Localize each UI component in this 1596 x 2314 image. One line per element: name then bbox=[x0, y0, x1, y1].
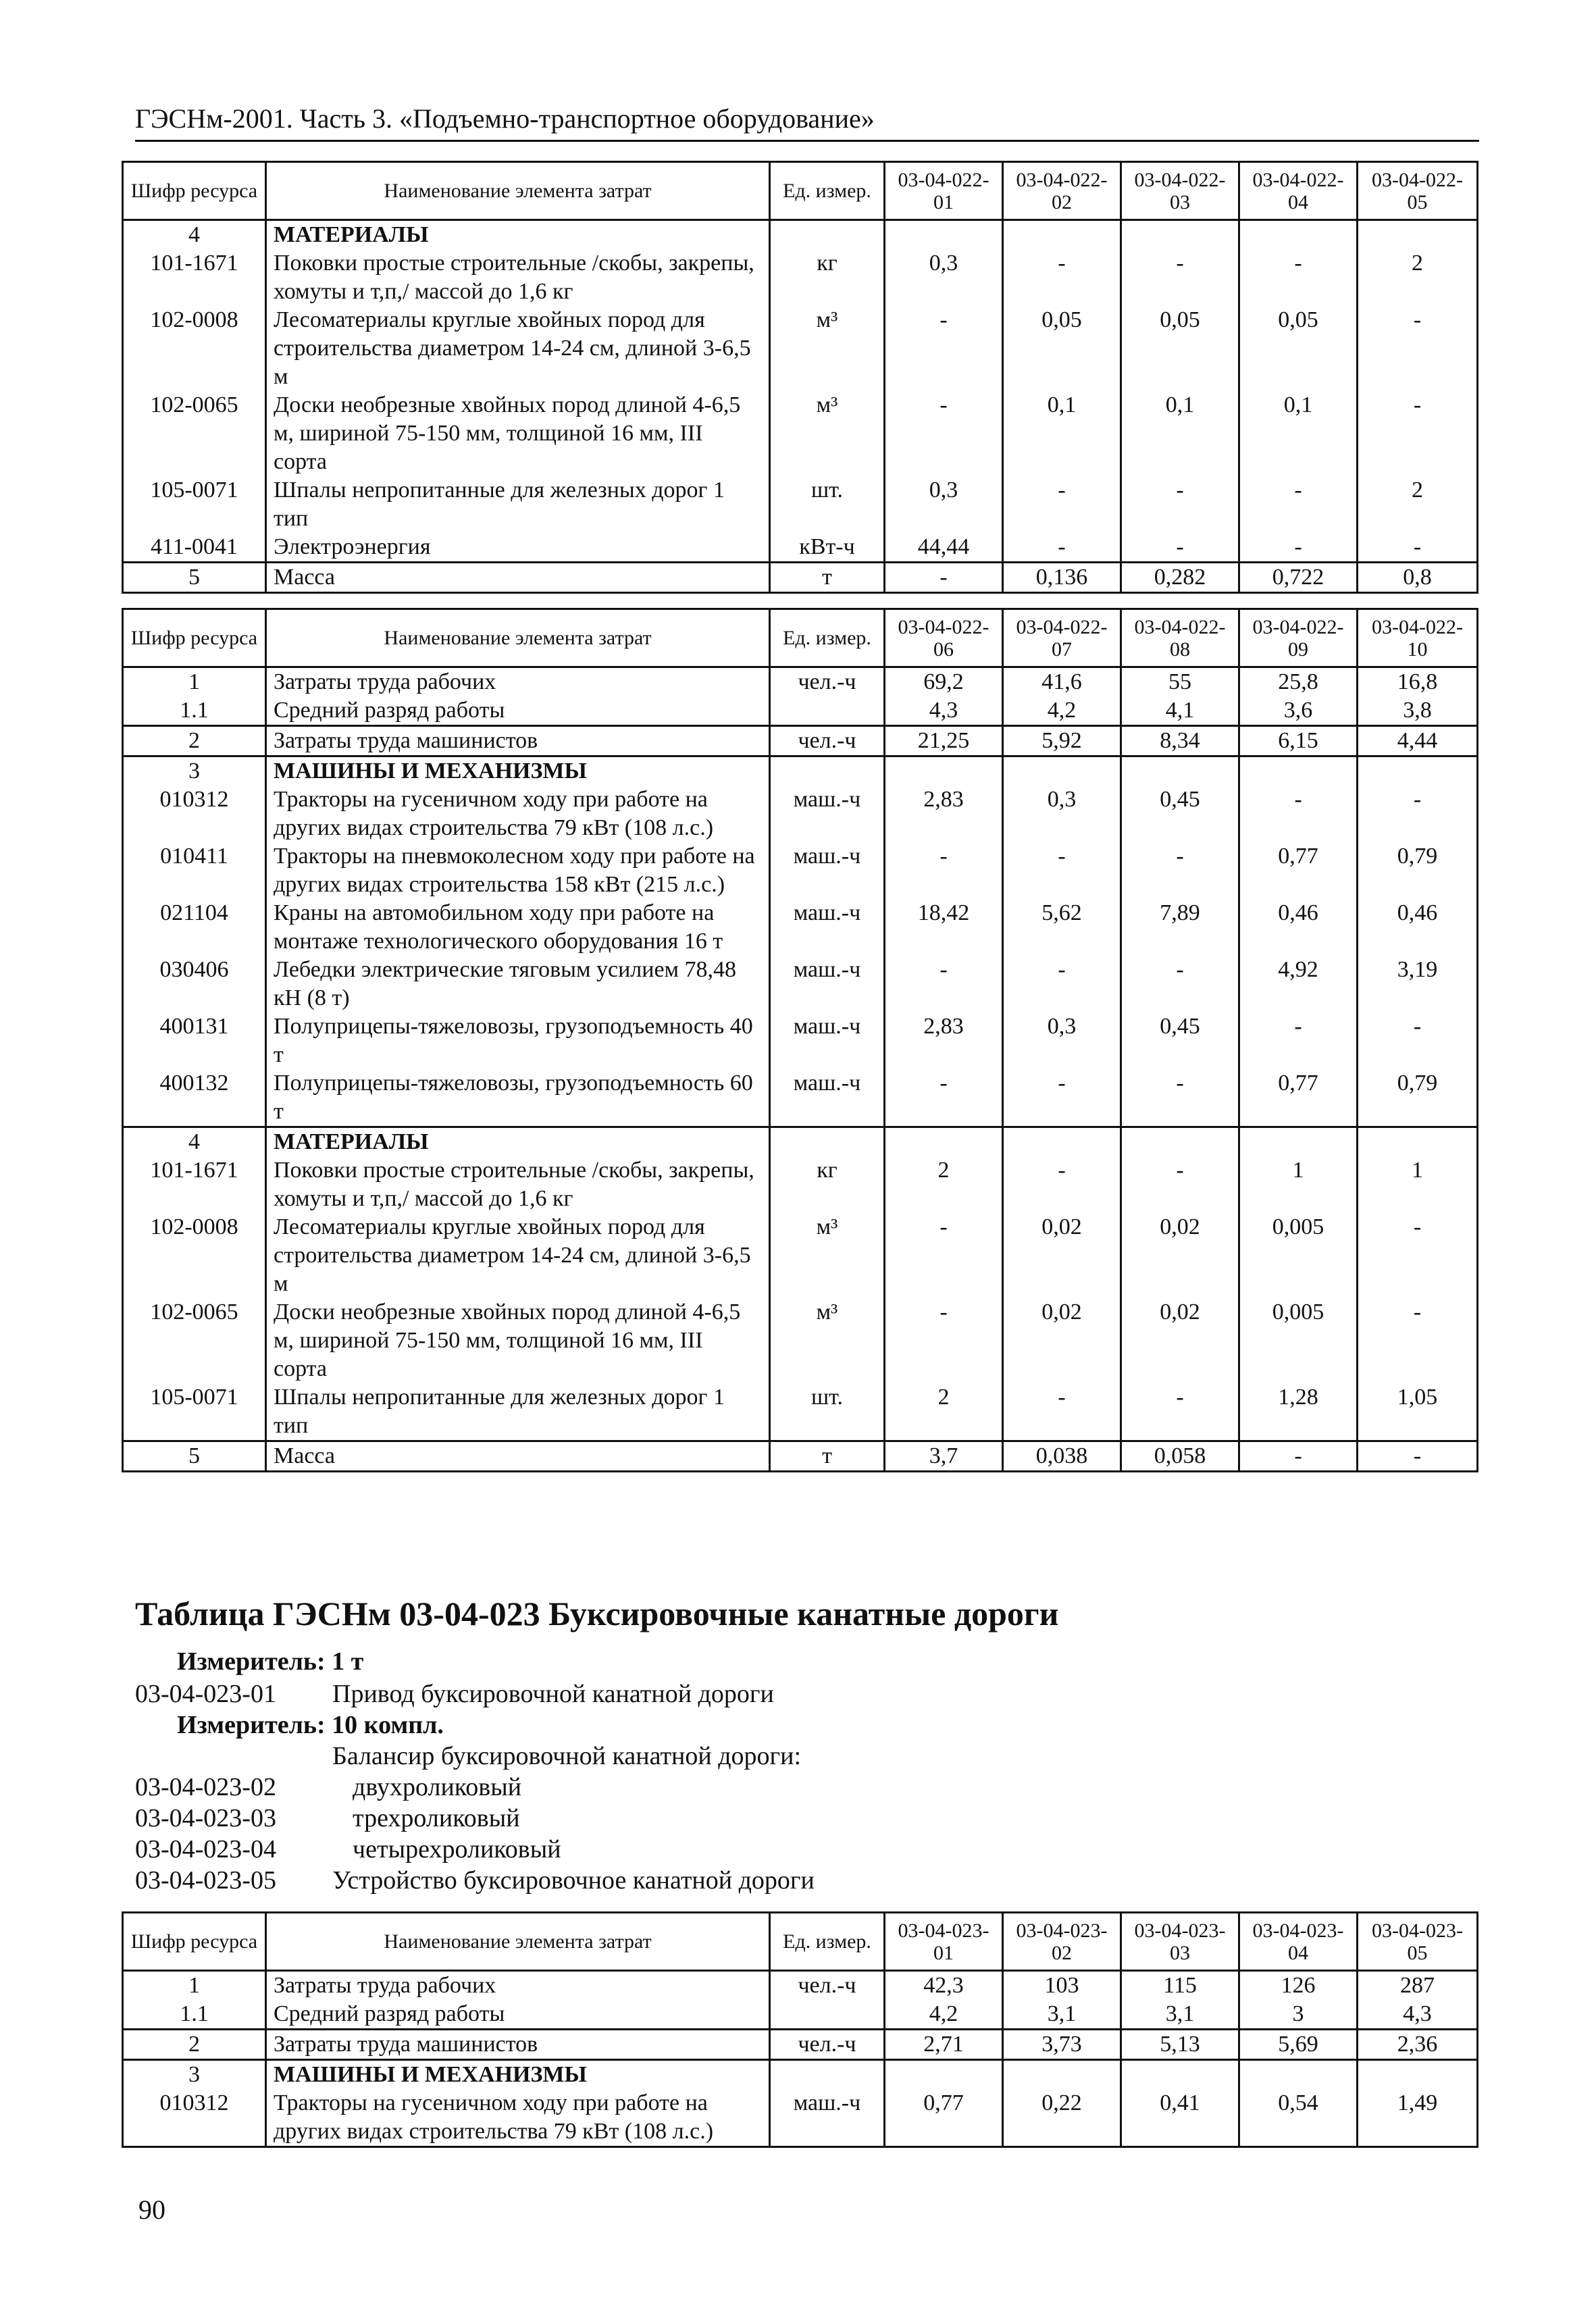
resource-code: 101-1671 bbox=[123, 249, 266, 306]
unit-cell: кВт-ч bbox=[770, 533, 885, 563]
value-cell: 5,62 bbox=[1003, 899, 1121, 956]
resource-name: Полуприцепы-тяжеловозы, грузоподъемность 60 т bbox=[266, 1069, 770, 1127]
value-cell: - bbox=[1003, 533, 1121, 563]
item-code: 03-04-023-04 bbox=[135, 1835, 276, 1863]
unit-cell bbox=[770, 2060, 885, 2090]
table-row bbox=[123, 249, 1478, 306]
resource-code: 105-0071 bbox=[123, 476, 266, 533]
table-row bbox=[123, 696, 1478, 726]
value-cell bbox=[1121, 756, 1239, 786]
value-cell bbox=[885, 220, 1003, 250]
table-row bbox=[123, 1971, 1478, 2001]
header-column-code: 03-04-023-04 bbox=[1239, 1913, 1358, 1971]
value-cell: - bbox=[885, 1298, 1003, 1383]
unit-cell bbox=[770, 756, 885, 786]
value-cell: - bbox=[885, 842, 1003, 899]
unit-cell: т bbox=[770, 563, 885, 593]
value-cell: 4,2 bbox=[1003, 696, 1121, 726]
item-code: 03-04-023-03 bbox=[135, 1804, 276, 1832]
value-cell: - bbox=[1121, 956, 1239, 1012]
resource-name: Полуприцепы-тяжеловозы, грузоподъемность 40 т bbox=[266, 1012, 770, 1069]
value-cell: 44,44 bbox=[885, 533, 1003, 563]
value-cell: 0,1 bbox=[1003, 391, 1121, 476]
value-cell bbox=[1239, 1127, 1358, 1157]
value-cell: 0,3 bbox=[1003, 1012, 1121, 1069]
table-title: Таблица ГЭСНм 03-04-023 Буксировочные канатные дороги bbox=[135, 1595, 1059, 1632]
unit-cell: м³ bbox=[770, 391, 885, 476]
value-cell: 4,92 bbox=[1239, 956, 1358, 1012]
resource-code: 010312 bbox=[123, 2089, 266, 2147]
value-cell: 3 bbox=[1239, 2000, 1358, 2030]
header-row bbox=[123, 162, 1478, 220]
value-cell: 0,02 bbox=[1003, 1298, 1121, 1383]
header-column-code: 03-04-023-01 bbox=[885, 1913, 1003, 1971]
value-cell: 0,54 bbox=[1239, 2089, 1358, 2147]
resource-name: Доски необрезные хвойных пород длиной 4-6,5 м, шириной 75-150 мм, толщиной 16 мм, III сорта bbox=[266, 1298, 770, 1383]
resource-code: 102-0008 bbox=[123, 306, 266, 391]
value-cell: - bbox=[1239, 786, 1358, 842]
value-cell: 2,83 bbox=[885, 786, 1003, 842]
value-cell: 0,3 bbox=[885, 249, 1003, 306]
section-title: МАШИНЫ И МЕХАНИЗМЫ bbox=[266, 2060, 770, 2090]
resource-name: Шпалы непропитанные для железных дорог 1 тип bbox=[266, 1383, 770, 1441]
section-row bbox=[123, 1127, 1478, 1157]
value-cell: 2,36 bbox=[1358, 2030, 1478, 2060]
header-column-code: 03-04-022-05 bbox=[1358, 162, 1478, 220]
value-cell: 1 bbox=[1239, 1156, 1358, 1213]
item-code: 03-04-023-01 bbox=[135, 1680, 276, 1708]
header-column-code: 03-04-022-08 bbox=[1121, 609, 1239, 667]
table-row bbox=[123, 2030, 1478, 2060]
header-name: Наименование элемента затрат bbox=[266, 1913, 770, 1971]
value-cell: 3,6 bbox=[1239, 696, 1358, 726]
value-cell bbox=[1239, 2060, 1358, 2090]
value-cell bbox=[1239, 756, 1358, 786]
header-column-code: 03-04-023-05 bbox=[1358, 1913, 1478, 1971]
resource-name: Средний разряд работы bbox=[266, 2000, 770, 2030]
value-cell: 3,8 bbox=[1358, 696, 1478, 726]
resource-code: 411-0041 bbox=[123, 533, 266, 563]
value-cell bbox=[1121, 220, 1239, 250]
unit-cell: чел.-ч bbox=[770, 1971, 885, 2001]
section-title: МАШИНЫ И МЕХАНИЗМЫ bbox=[266, 756, 770, 786]
table-row bbox=[123, 899, 1478, 956]
table-row bbox=[123, 726, 1478, 756]
value-cell: - bbox=[1121, 1383, 1239, 1441]
resource-name: Поковки простые строительные /скобы, закрепы, хомуты и т,п,/ массой до 1,6 кг bbox=[266, 249, 770, 306]
resource-code: 3 bbox=[123, 2060, 266, 2090]
header-unit: Ед. измер. bbox=[770, 162, 885, 220]
value-cell: 2 bbox=[885, 1383, 1003, 1441]
table-row bbox=[123, 667, 1478, 697]
resource-table-022-06-10 bbox=[122, 608, 1478, 1472]
table-row bbox=[123, 786, 1478, 842]
value-cell: 42,3 bbox=[885, 1971, 1003, 2001]
value-cell bbox=[1358, 2060, 1478, 2090]
value-cell: 5,13 bbox=[1121, 2030, 1239, 2060]
value-cell: - bbox=[1003, 842, 1121, 899]
item-text: Привод буксировочной канатной дороги bbox=[332, 1680, 774, 1708]
resource-name: Тракторы на гусеничном ходу при работе на других видах строительства 79 кВт (108 л.с.) bbox=[266, 2089, 770, 2147]
value-cell: - bbox=[885, 563, 1003, 593]
item-text: четырехроликовый bbox=[353, 1835, 561, 1863]
header-unit: Ед. измер. bbox=[770, 1913, 885, 1971]
header-column-code: 03-04-023-02 bbox=[1003, 1913, 1121, 1971]
value-cell: 0,038 bbox=[1003, 1441, 1121, 1472]
resource-code: 2 bbox=[123, 726, 266, 756]
value-cell: 3,1 bbox=[1003, 2000, 1121, 2030]
value-cell bbox=[1239, 220, 1358, 250]
resource-code: 1 bbox=[123, 667, 266, 697]
value-cell: 16,8 bbox=[1358, 667, 1478, 697]
value-cell: 0,1 bbox=[1121, 391, 1239, 476]
header-column-code: 03-04-022-06 bbox=[885, 609, 1003, 667]
table-row bbox=[123, 1069, 1478, 1127]
value-cell: 0,45 bbox=[1121, 786, 1239, 842]
running-header: ГЭСНм-2001. Часть 3. «Подъемно-транспортное оборудование» bbox=[135, 103, 1479, 142]
table-row bbox=[123, 306, 1478, 391]
value-cell: - bbox=[1003, 956, 1121, 1012]
section-row bbox=[123, 756, 1478, 786]
resource-name: Лесоматериалы круглые хвойных пород для строительства диаметром 14-24 см, длиной 3-6,5 м bbox=[266, 1213, 770, 1298]
resource-table-023 bbox=[122, 1911, 1478, 2148]
resource-name: Средний разряд работы bbox=[266, 696, 770, 726]
resource-code: 105-0071 bbox=[123, 1383, 266, 1441]
value-cell: 0,722 bbox=[1239, 563, 1358, 593]
unit-cell: шт. bbox=[770, 476, 885, 533]
value-cell: 0,058 bbox=[1121, 1441, 1239, 1472]
value-cell: 55 bbox=[1121, 667, 1239, 697]
table-row bbox=[123, 1441, 1478, 1472]
value-cell: 0,77 bbox=[885, 2089, 1003, 2147]
value-cell: - bbox=[1239, 249, 1358, 306]
value-cell bbox=[885, 1127, 1003, 1157]
resource-code: 010312 bbox=[123, 786, 266, 842]
resource-name: Тракторы на пневмоколесном ходу при работе на других видах строительства 158 кВт (215 л.с.) bbox=[266, 842, 770, 899]
subheading: Балансир буксировочной канатной дороги: bbox=[332, 1742, 802, 1770]
resource-code: 010411 bbox=[123, 842, 266, 899]
unit-cell bbox=[770, 2000, 885, 2030]
unit-cell: т bbox=[770, 1441, 885, 1472]
resource-code: 2 bbox=[123, 2030, 266, 2060]
item-text: Устройство буксировочное канатной дороги bbox=[332, 1866, 815, 1895]
value-cell: 115 bbox=[1121, 1971, 1239, 2001]
value-cell: 0,79 bbox=[1358, 1069, 1478, 1127]
table-row bbox=[123, 2000, 1478, 2030]
value-cell: - bbox=[1239, 476, 1358, 533]
unit-cell: м³ bbox=[770, 1213, 885, 1298]
value-cell: - bbox=[1358, 391, 1478, 476]
value-cell: - bbox=[885, 1213, 1003, 1298]
header-unit: Ед. измер. bbox=[770, 609, 885, 667]
value-cell: 0,1 bbox=[1239, 391, 1358, 476]
value-cell: 0,8 bbox=[1358, 563, 1478, 593]
unit-cell: маш.-ч bbox=[770, 956, 885, 1012]
value-cell: 0,05 bbox=[1003, 306, 1121, 391]
unit-cell bbox=[770, 1127, 885, 1157]
value-cell: 0,77 bbox=[1239, 842, 1358, 899]
resource-code: 400131 bbox=[123, 1012, 266, 1069]
value-cell: 41,6 bbox=[1003, 667, 1121, 697]
table-row bbox=[123, 1213, 1478, 1298]
value-cell: 4,3 bbox=[885, 696, 1003, 726]
resource-name: Доски необрезные хвойных пород длиной 4-6,5 м, шириной 75-150 мм, толщиной 16 мм, III сорта bbox=[266, 391, 770, 476]
value-cell: 2 bbox=[1358, 249, 1478, 306]
value-cell: 4,44 bbox=[1358, 726, 1478, 756]
table-row bbox=[123, 1298, 1478, 1383]
value-cell: 8,34 bbox=[1121, 726, 1239, 756]
value-cell: - bbox=[1358, 306, 1478, 391]
resource-code: 4 bbox=[123, 1127, 266, 1157]
header-column-code: 03-04-022-04 bbox=[1239, 162, 1358, 220]
resource-code: 3 bbox=[123, 756, 266, 786]
value-cell bbox=[1003, 2060, 1121, 2090]
value-cell: - bbox=[1358, 1012, 1478, 1069]
value-cell: 25,8 bbox=[1239, 667, 1358, 697]
section-title: МАТЕРИАЛЫ bbox=[266, 220, 770, 250]
value-cell: 0,41 bbox=[1121, 2089, 1239, 2147]
value-cell: 0,05 bbox=[1121, 306, 1239, 391]
value-cell: 7,89 bbox=[1121, 899, 1239, 956]
resource-name: Тракторы на гусеничном ходу при работе на других видах строительства 79 кВт (108 л.с.) bbox=[266, 786, 770, 842]
value-cell: 0,22 bbox=[1003, 2089, 1121, 2147]
header-column-code: 03-04-023-03 bbox=[1121, 1913, 1239, 1971]
value-cell: 3,19 bbox=[1358, 956, 1478, 1012]
value-cell: 0,282 bbox=[1121, 563, 1239, 593]
resource-table-022-01-05 bbox=[122, 161, 1478, 594]
resource-name: Поковки простые строительные /скобы, закрепы, хомуты и т,п,/ массой до 1,6 кг bbox=[266, 1156, 770, 1213]
value-cell: - bbox=[1358, 1441, 1478, 1472]
unit-cell: м³ bbox=[770, 306, 885, 391]
unit-cell: кг bbox=[770, 249, 885, 306]
value-cell: - bbox=[1358, 1213, 1478, 1298]
value-cell: 287 bbox=[1358, 1971, 1478, 2001]
unit-cell bbox=[770, 220, 885, 250]
table-row bbox=[123, 1383, 1478, 1441]
value-cell: - bbox=[1121, 842, 1239, 899]
resource-code: 1.1 bbox=[123, 696, 266, 726]
table-row bbox=[123, 842, 1478, 899]
value-cell: 0,02 bbox=[1003, 1213, 1121, 1298]
resource-code: 5 bbox=[123, 1441, 266, 1472]
value-cell: 21,25 bbox=[885, 726, 1003, 756]
section-row bbox=[123, 2060, 1478, 2090]
resource-code: 5 bbox=[123, 563, 266, 593]
value-cell: 0,3 bbox=[1003, 786, 1121, 842]
value-cell: - bbox=[1239, 1012, 1358, 1069]
header-row bbox=[123, 1913, 1478, 1971]
header-name: Наименование элемента затрат bbox=[266, 162, 770, 220]
value-cell bbox=[1003, 1127, 1121, 1157]
value-cell: 5,69 bbox=[1239, 2030, 1358, 2060]
value-cell: 0,05 bbox=[1239, 306, 1358, 391]
table-row bbox=[123, 2089, 1478, 2147]
header-column-code: 03-04-022-10 bbox=[1358, 609, 1478, 667]
section-row bbox=[123, 220, 1478, 250]
value-cell: - bbox=[1121, 249, 1239, 306]
value-cell: 2 bbox=[885, 1156, 1003, 1213]
value-cell: 2,83 bbox=[885, 1012, 1003, 1069]
unit-cell: м³ bbox=[770, 1298, 885, 1383]
table-row bbox=[123, 476, 1478, 533]
value-cell: 0,79 bbox=[1358, 842, 1478, 899]
resource-code: 400132 bbox=[123, 1069, 266, 1127]
header-code: Шифр ресурса bbox=[123, 609, 266, 667]
value-cell: 3,7 bbox=[885, 1441, 1003, 1472]
value-cell: 0,46 bbox=[1358, 899, 1478, 956]
unit-cell: маш.-ч bbox=[770, 899, 885, 956]
value-cell: 0,005 bbox=[1239, 1298, 1358, 1383]
value-cell: 5,92 bbox=[1003, 726, 1121, 756]
value-cell: - bbox=[1003, 1069, 1121, 1127]
value-cell: 1,28 bbox=[1239, 1383, 1358, 1441]
unit-cell: чел.-ч bbox=[770, 667, 885, 697]
value-cell: 0,46 bbox=[1239, 899, 1358, 956]
resource-name: Шпалы непропитанные для железных дорог 1 тип bbox=[266, 476, 770, 533]
resource-code: 030406 bbox=[123, 956, 266, 1012]
value-cell: 0,005 bbox=[1239, 1213, 1358, 1298]
header-column-code: 03-04-022-09 bbox=[1239, 609, 1358, 667]
value-cell bbox=[1358, 220, 1478, 250]
value-cell bbox=[1121, 2060, 1239, 2090]
resource-code: 1 bbox=[123, 1971, 266, 2001]
table-row bbox=[123, 533, 1478, 563]
section-title: МАТЕРИАЛЫ bbox=[266, 1127, 770, 1157]
meter-label: Измеритель: 10 компл. bbox=[177, 1711, 444, 1739]
value-cell: - bbox=[1121, 1156, 1239, 1213]
table-row bbox=[123, 956, 1478, 1012]
value-cell: 3,1 bbox=[1121, 2000, 1239, 2030]
value-cell: 1 bbox=[1358, 1156, 1478, 1213]
value-cell: 1,49 bbox=[1358, 2089, 1478, 2147]
value-cell: 2 bbox=[1358, 476, 1478, 533]
value-cell: 0,3 bbox=[885, 476, 1003, 533]
unit-cell: чел.-ч bbox=[770, 726, 885, 756]
unit-cell: маш.-ч bbox=[770, 2089, 885, 2147]
resource-code: 101-1671 bbox=[123, 1156, 266, 1213]
unit-cell: шт. bbox=[770, 1383, 885, 1441]
value-cell: 1,05 bbox=[1358, 1383, 1478, 1441]
table-row bbox=[123, 1012, 1478, 1069]
value-cell: - bbox=[1239, 533, 1358, 563]
resource-name: Масса bbox=[266, 563, 770, 593]
unit-cell: маш.-ч bbox=[770, 1012, 885, 1069]
value-cell: - bbox=[885, 1069, 1003, 1127]
item-text: трехроликовый bbox=[353, 1804, 520, 1832]
value-cell: 6,15 bbox=[1239, 726, 1358, 756]
value-cell: 4,3 bbox=[1358, 2000, 1478, 2030]
unit-cell: чел.-ч bbox=[770, 2030, 885, 2060]
resource-name: Масса bbox=[266, 1441, 770, 1472]
value-cell: - bbox=[1358, 786, 1478, 842]
header-column-code: 03-04-022-02 bbox=[1003, 162, 1121, 220]
value-cell: 0,45 bbox=[1121, 1012, 1239, 1069]
resource-code: 1.1 bbox=[123, 2000, 266, 2030]
resource-code: 102-0008 bbox=[123, 1213, 266, 1298]
value-cell: - bbox=[1121, 476, 1239, 533]
resource-name: Электроэнергия bbox=[266, 533, 770, 563]
value-cell bbox=[1121, 1127, 1239, 1157]
value-cell: - bbox=[885, 391, 1003, 476]
resource-name: Затраты труда машинистов bbox=[266, 726, 770, 756]
value-cell: - bbox=[1003, 476, 1121, 533]
value-cell: 0,02 bbox=[1121, 1298, 1239, 1383]
page-number: 90 bbox=[138, 2194, 165, 2225]
resource-name: Затраты труда машинистов bbox=[266, 2030, 770, 2060]
header-code: Шифр ресурса bbox=[123, 1913, 266, 1971]
value-cell: - bbox=[1003, 1383, 1121, 1441]
unit-cell: маш.-ч bbox=[770, 1069, 885, 1127]
value-cell: 0,02 bbox=[1121, 1213, 1239, 1298]
value-cell bbox=[1003, 220, 1121, 250]
resource-code: 102-0065 bbox=[123, 391, 266, 476]
table-row bbox=[123, 563, 1478, 593]
value-cell: 4,1 bbox=[1121, 696, 1239, 726]
header-column-code: 03-04-022-03 bbox=[1121, 162, 1239, 220]
value-cell: 69,2 bbox=[885, 667, 1003, 697]
unit-cell: маш.-ч bbox=[770, 786, 885, 842]
value-cell: 0,77 bbox=[1239, 1069, 1358, 1127]
header-column-code: 03-04-022-01 bbox=[885, 162, 1003, 220]
value-cell: - bbox=[1358, 533, 1478, 563]
value-cell: 0,136 bbox=[1003, 563, 1121, 593]
item-code: 03-04-023-05 bbox=[135, 1866, 276, 1895]
resource-code: 4 bbox=[123, 220, 266, 250]
value-cell: - bbox=[885, 306, 1003, 391]
header-column-code: 03-04-022-07 bbox=[1003, 609, 1121, 667]
resource-name: Затраты труда рабочих bbox=[266, 1971, 770, 2001]
value-cell: 4,2 bbox=[885, 2000, 1003, 2030]
value-cell bbox=[1358, 756, 1478, 786]
value-cell: 18,42 bbox=[885, 899, 1003, 956]
unit-cell: кг bbox=[770, 1156, 885, 1213]
header-name: Наименование элемента затрат bbox=[266, 609, 770, 667]
table-row bbox=[123, 1156, 1478, 1213]
value-cell: - bbox=[1003, 1156, 1121, 1213]
value-cell: - bbox=[1358, 1298, 1478, 1383]
item-text: двухроликовый bbox=[353, 1773, 522, 1801]
value-cell: 103 bbox=[1003, 1971, 1121, 2001]
value-cell: - bbox=[885, 956, 1003, 1012]
value-cell: 2,71 bbox=[885, 2030, 1003, 2060]
value-cell bbox=[1358, 1127, 1478, 1157]
value-cell bbox=[885, 756, 1003, 786]
value-cell: - bbox=[1121, 533, 1239, 563]
resource-name: Затраты труда рабочих bbox=[266, 667, 770, 697]
meter-label: Измеритель: 1 т bbox=[177, 1647, 364, 1676]
value-cell: 126 bbox=[1239, 1971, 1358, 2001]
header-code: Шифр ресурса bbox=[123, 162, 266, 220]
value-cell bbox=[885, 2060, 1003, 2090]
resource-name: Краны на автомобильном ходу при работе на монтаже технологического оборудования 16 т bbox=[266, 899, 770, 956]
table-row bbox=[123, 391, 1478, 476]
header-row bbox=[123, 609, 1478, 667]
value-cell: - bbox=[1121, 1069, 1239, 1127]
unit-cell bbox=[770, 696, 885, 726]
item-code: 03-04-023-02 bbox=[135, 1773, 276, 1801]
value-cell: 3,73 bbox=[1003, 2030, 1121, 2060]
unit-cell: маш.-ч bbox=[770, 842, 885, 899]
value-cell: - bbox=[1003, 249, 1121, 306]
value-cell: - bbox=[1239, 1441, 1358, 1472]
resource-code: 102-0065 bbox=[123, 1298, 266, 1383]
resource-name: Лесоматериалы круглые хвойных пород для строительства диаметром 14-24 см, длиной 3-6,5 м bbox=[266, 306, 770, 391]
value-cell bbox=[1003, 756, 1121, 786]
resource-name: Лебедки электрические тяговым усилием 78,48 кН (8 т) bbox=[266, 956, 770, 1012]
resource-code: 021104 bbox=[123, 899, 266, 956]
